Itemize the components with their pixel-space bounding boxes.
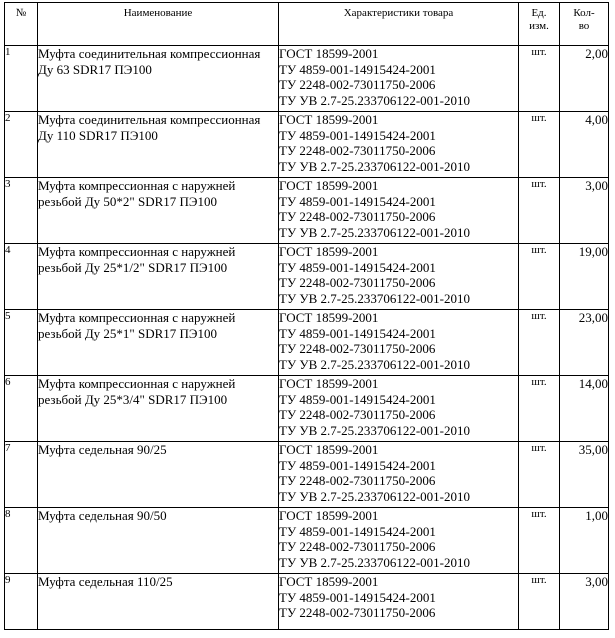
product-name: Муфта седельная 90/25: [38, 442, 279, 508]
row-number: 7: [5, 442, 38, 508]
unit-of-measure: шт.: [519, 112, 560, 178]
spec-line: ТУ 4859-001-14915424-2001: [279, 127, 436, 143]
product-spec: [279, 376, 519, 442]
table-row: [5, 112, 609, 178]
spec-line: ТУ 4859-001-14915424-2001: [279, 457, 436, 473]
quantity: 19,00: [560, 244, 609, 310]
unit-of-measure: шт.: [519, 244, 560, 310]
spec-line: ТУ 2248-002-73011750-2006: [279, 473, 436, 488]
product-spec: [279, 574, 519, 630]
product-spec: [279, 112, 519, 178]
product-spec: [279, 178, 519, 244]
header-name: Наименование: [38, 3, 279, 46]
quantity: 1,00: [560, 508, 609, 574]
header-num: №: [5, 3, 38, 46]
spec-line: ТУ 4859-001-14915424-2001: [279, 193, 436, 209]
product-name: Муфта седельная 110/25: [38, 574, 279, 630]
table-row: [5, 442, 609, 508]
product-name: Муфта соединительная компрессионная Ду 110 SDR17 ПЭ100: [38, 112, 279, 178]
table-row: [5, 376, 609, 442]
quantity: 3,00: [560, 178, 609, 244]
product-name: Муфта компрессионная с наружней резьбой Ду 50*2" SDR17 ПЭ100: [38, 178, 279, 244]
spec-line: ТУ 4859-001-14915424-2001: [279, 391, 436, 407]
spec-line: ТУ 4859-001-14915424-2001: [279, 259, 436, 275]
table-header: [5, 3, 609, 46]
spec-line: ТУ 2248-002-73011750-2006: [279, 77, 436, 92]
spec-line: ТУ 4859-001-14915424-2001: [279, 523, 436, 539]
product-spec: [279, 46, 519, 112]
table-row: [5, 178, 609, 244]
table-body: [5, 46, 609, 630]
quantity: 4,00: [560, 112, 609, 178]
spec-line: ТУ 2248-002-73011750-2006: [279, 275, 436, 290]
unit-of-measure: шт.: [519, 376, 560, 442]
header-row: [5, 3, 609, 46]
quantity: 35,00: [560, 442, 609, 508]
table-row: [5, 508, 609, 574]
spec-line: ТУ 4859-001-14915424-2001: [279, 589, 436, 605]
spec-line: ТУ УВ 2.7-25.233706122-001-2010: [279, 356, 471, 372]
row-number: 4: [5, 244, 38, 310]
spec-line: ТУ УВ 2.7-25.233706122-001-2010: [279, 92, 471, 108]
product-name: Муфта компрессионная с наружней резьбой Ду 25*3/4" SDR17 ПЭ100: [38, 376, 279, 442]
spec-line: ТУ УВ 2.7-25.233706122-001-2010: [279, 224, 471, 240]
spec-line: ТУ 2248-002-73011750-2006: [279, 209, 436, 224]
row-number: 9: [5, 574, 38, 630]
product-name: Муфта компрессионная с наружней резьбой Ду 25*1/2" SDR17 ПЭ100: [38, 244, 279, 310]
header-spec: Характеристики товара: [279, 3, 519, 46]
spec-line: ТУ 2248-002-73011750-2006: [279, 539, 436, 554]
product-spec: [279, 442, 519, 508]
header-qty: Кол- во: [560, 3, 609, 46]
spec-line: ГОСТ 18599-2001: [279, 310, 379, 325]
row-number: 5: [5, 310, 38, 376]
spec-line: ТУ УВ 2.7-25.233706122-001-2010: [279, 158, 471, 174]
unit-of-measure: шт.: [519, 508, 560, 574]
row-number: 8: [5, 508, 38, 574]
spec-line: ГОСТ 18599-2001: [279, 244, 379, 259]
spec-line: ТУ 2248-002-73011750-2006: [279, 407, 436, 422]
unit-of-measure: шт.: [519, 310, 560, 376]
spec-line: ГОСТ 18599-2001: [279, 508, 379, 523]
spec-line: ТУ УВ 2.7-25.233706122-001-2010: [279, 488, 471, 504]
quantity: 14,00: [560, 376, 609, 442]
spec-line: ТУ 2248-002-73011750-2006: [279, 605, 436, 620]
unit-of-measure: шт.: [519, 574, 560, 630]
unit-of-measure: шт.: [519, 178, 560, 244]
row-number: 1: [5, 46, 38, 112]
spec-line: ТУ 2248-002-73011750-2006: [279, 143, 436, 158]
spec-line: ТУ 2248-002-73011750-2006: [279, 341, 436, 356]
product-spec: [279, 508, 519, 574]
product-name: Муфта соединительная компрессионная Ду 63 SDR17 ПЭ100: [38, 46, 279, 112]
table-row: [5, 244, 609, 310]
spec-line: ГОСТ 18599-2001: [279, 178, 379, 193]
product-spec: [279, 310, 519, 376]
product-name: Муфта седельная 90/50: [38, 508, 279, 574]
row-number: 3: [5, 178, 38, 244]
quantity: 2,00: [560, 46, 609, 112]
spec-line: ГОСТ 18599-2001: [279, 46, 379, 61]
table-row: [5, 46, 609, 112]
spec-line: ГОСТ 18599-2001: [279, 574, 379, 589]
spec-line: ГОСТ 18599-2001: [279, 112, 379, 127]
row-number: 6: [5, 376, 38, 442]
table-row: [5, 310, 609, 376]
row-number: 2: [5, 112, 38, 178]
product-spec-table: [4, 2, 609, 630]
spec-line: ТУ УВ 2.7-25.233706122-001-2010: [279, 554, 471, 570]
unit-of-measure: шт.: [519, 46, 560, 112]
spec-line: ТУ 4859-001-14915424-2001: [279, 61, 436, 77]
unit-of-measure: шт.: [519, 442, 560, 508]
header-unit: Ед. изм.: [519, 3, 560, 46]
table-row: [5, 574, 609, 630]
spec-line: ТУ 4859-001-14915424-2001: [279, 325, 436, 341]
spec-line: ГОСТ 18599-2001: [279, 442, 379, 457]
spec-line: ТУ УВ 2.7-25.233706122-001-2010: [279, 290, 471, 306]
product-name: Муфта компрессионная с наружней резьбой Ду 25*1" SDR17 ПЭ100: [38, 310, 279, 376]
spec-line: ГОСТ 18599-2001: [279, 376, 379, 391]
quantity: 23,00: [560, 310, 609, 376]
spec-line: ТУ УВ 2.7-25.233706122-001-2010: [279, 422, 471, 438]
product-spec: [279, 244, 519, 310]
quantity: 3,00: [560, 574, 609, 630]
